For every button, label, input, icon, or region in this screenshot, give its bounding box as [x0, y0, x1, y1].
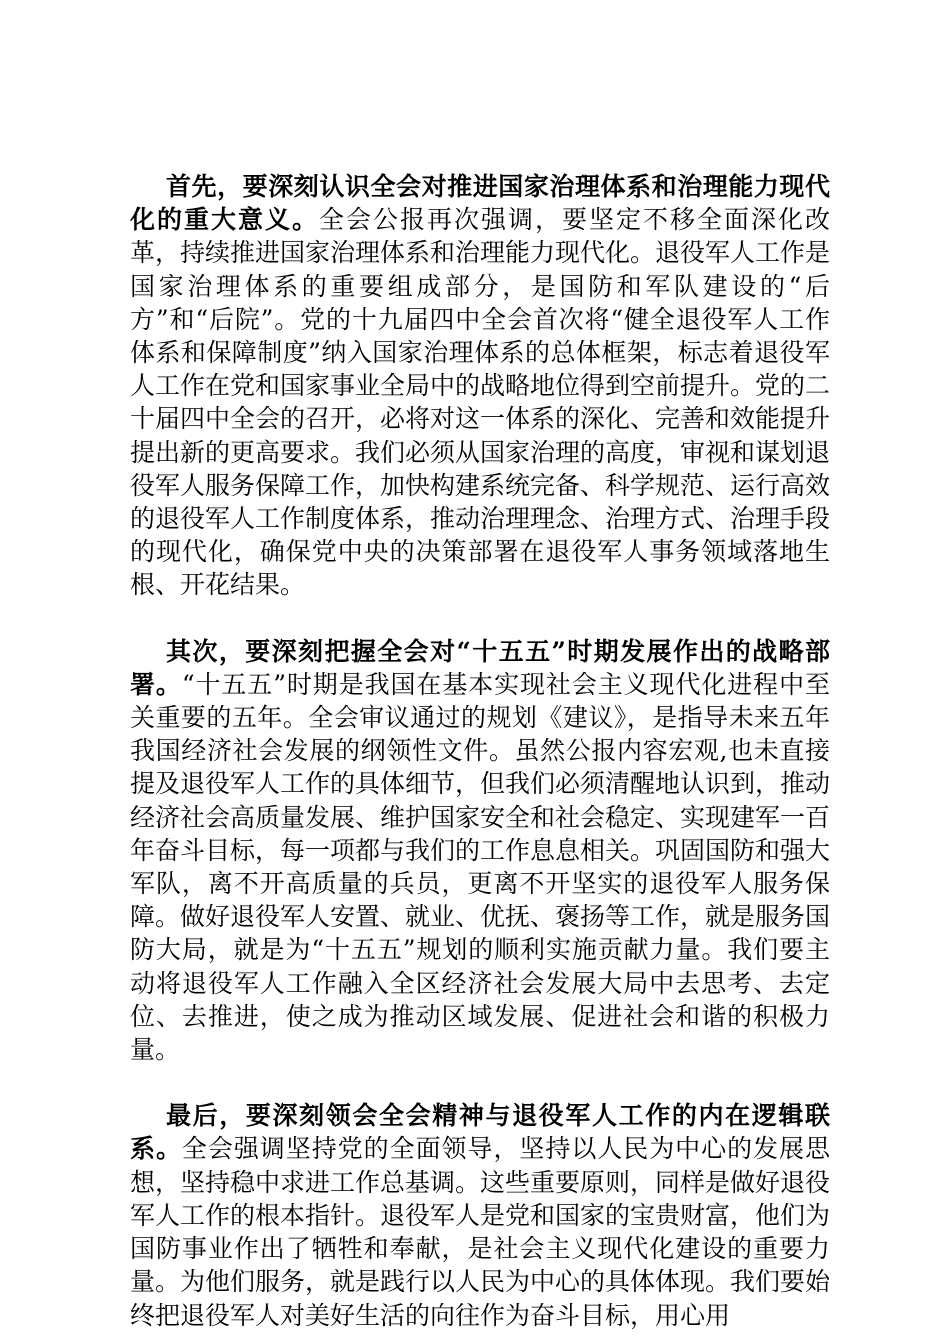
paragraph-text: 全会强调坚持党的全面领导，坚持以人民为中心的发展思想，坚持稳中求进工作总基调。这些重要原则，同样是做好退役军人工作的根本指针。退役军人是党和国家的宝贵财富，他们为国防事业作出了牺牲和奉献，是社会主义现代化建设的重要力量。为他们服务，就是践行以人民为中心的具体体现。我们要始终把退役军人对美好生活的向往作为奋斗目标，用心用 [130, 1134, 831, 1330]
paragraph-lead: 其次，要深刻把握全会对“十五五”时期发展作出的战略部署。 [130, 636, 830, 699]
paragraph-lead: 最后，要深刻领会全会精神与退役军人工作的内在逻辑联系。 [130, 1101, 830, 1164]
paragraph-text: 全会公报再次强调，要坚定不移全面深化改革，持续推进国家治理体系和治理能力现代化。退役军人工作是国家治理体系的重要组成部分，是国防和军队建设的“后方”和“后院”。党的十九届四中全会首次将“健全退役军人工作体系和保障制度”纳入国家治理体系的总体框架，标志着退役军人工作在党和国家事业全局中的战略地位得到空前提升。党的二十届四中全会的召开，必将对这一体系的深化、完善和效能提升提出新的更高要求。我们必须从国家治理的高度，审视和谋划退役军人服务保障工作，加快构建系统完备、科学规范、运行高效的退役军人工作制度体系，推动治理理念、治理方式、治理手段的现代化，确保党中央的决策部署在退役军人事务领域落地生根、开花结果。 [130, 205, 831, 600]
paragraph-text: “十五五”时期是我国在基本实现社会主义现代化进程中至关重要的五年。全会审议通过的规划《建议》，是指导未来五年我国经济社会发展的纲领性文件。虽然公报内容宏观,也未直接提及退役军人工作的具体细节，但我们必须清醒地认识到，推动经济社会高质量发展、维护国家安全和社会稳定、实现建军一百年奋斗目标，每一项都与我们的工作息息相关。巩固国防和强大军队，离不开高质量的兵员，更离不开坚实的退役军人服务保障。做好退役军人安置、就业、优抚、褒扬等工作，就是服务国防大局，就是为“十五五”规划的顺利实施贡献力量。我们要主动将退役军人工作融入全区经济社会发展大局中去思考、去定位、去推进，使之成为推动区域发展、促进社会和谐的积极力量。 [130, 669, 831, 1065]
paragraph-first [130, 170, 830, 602]
paragraph-second [130, 635, 830, 1067]
document-body [130, 170, 830, 1332]
paragraph-third [130, 1099, 830, 1331]
paragraph-lead: 首先，要深刻认识全会对推进国家治理体系和治理能力现代化的重大意义。 [130, 172, 830, 235]
